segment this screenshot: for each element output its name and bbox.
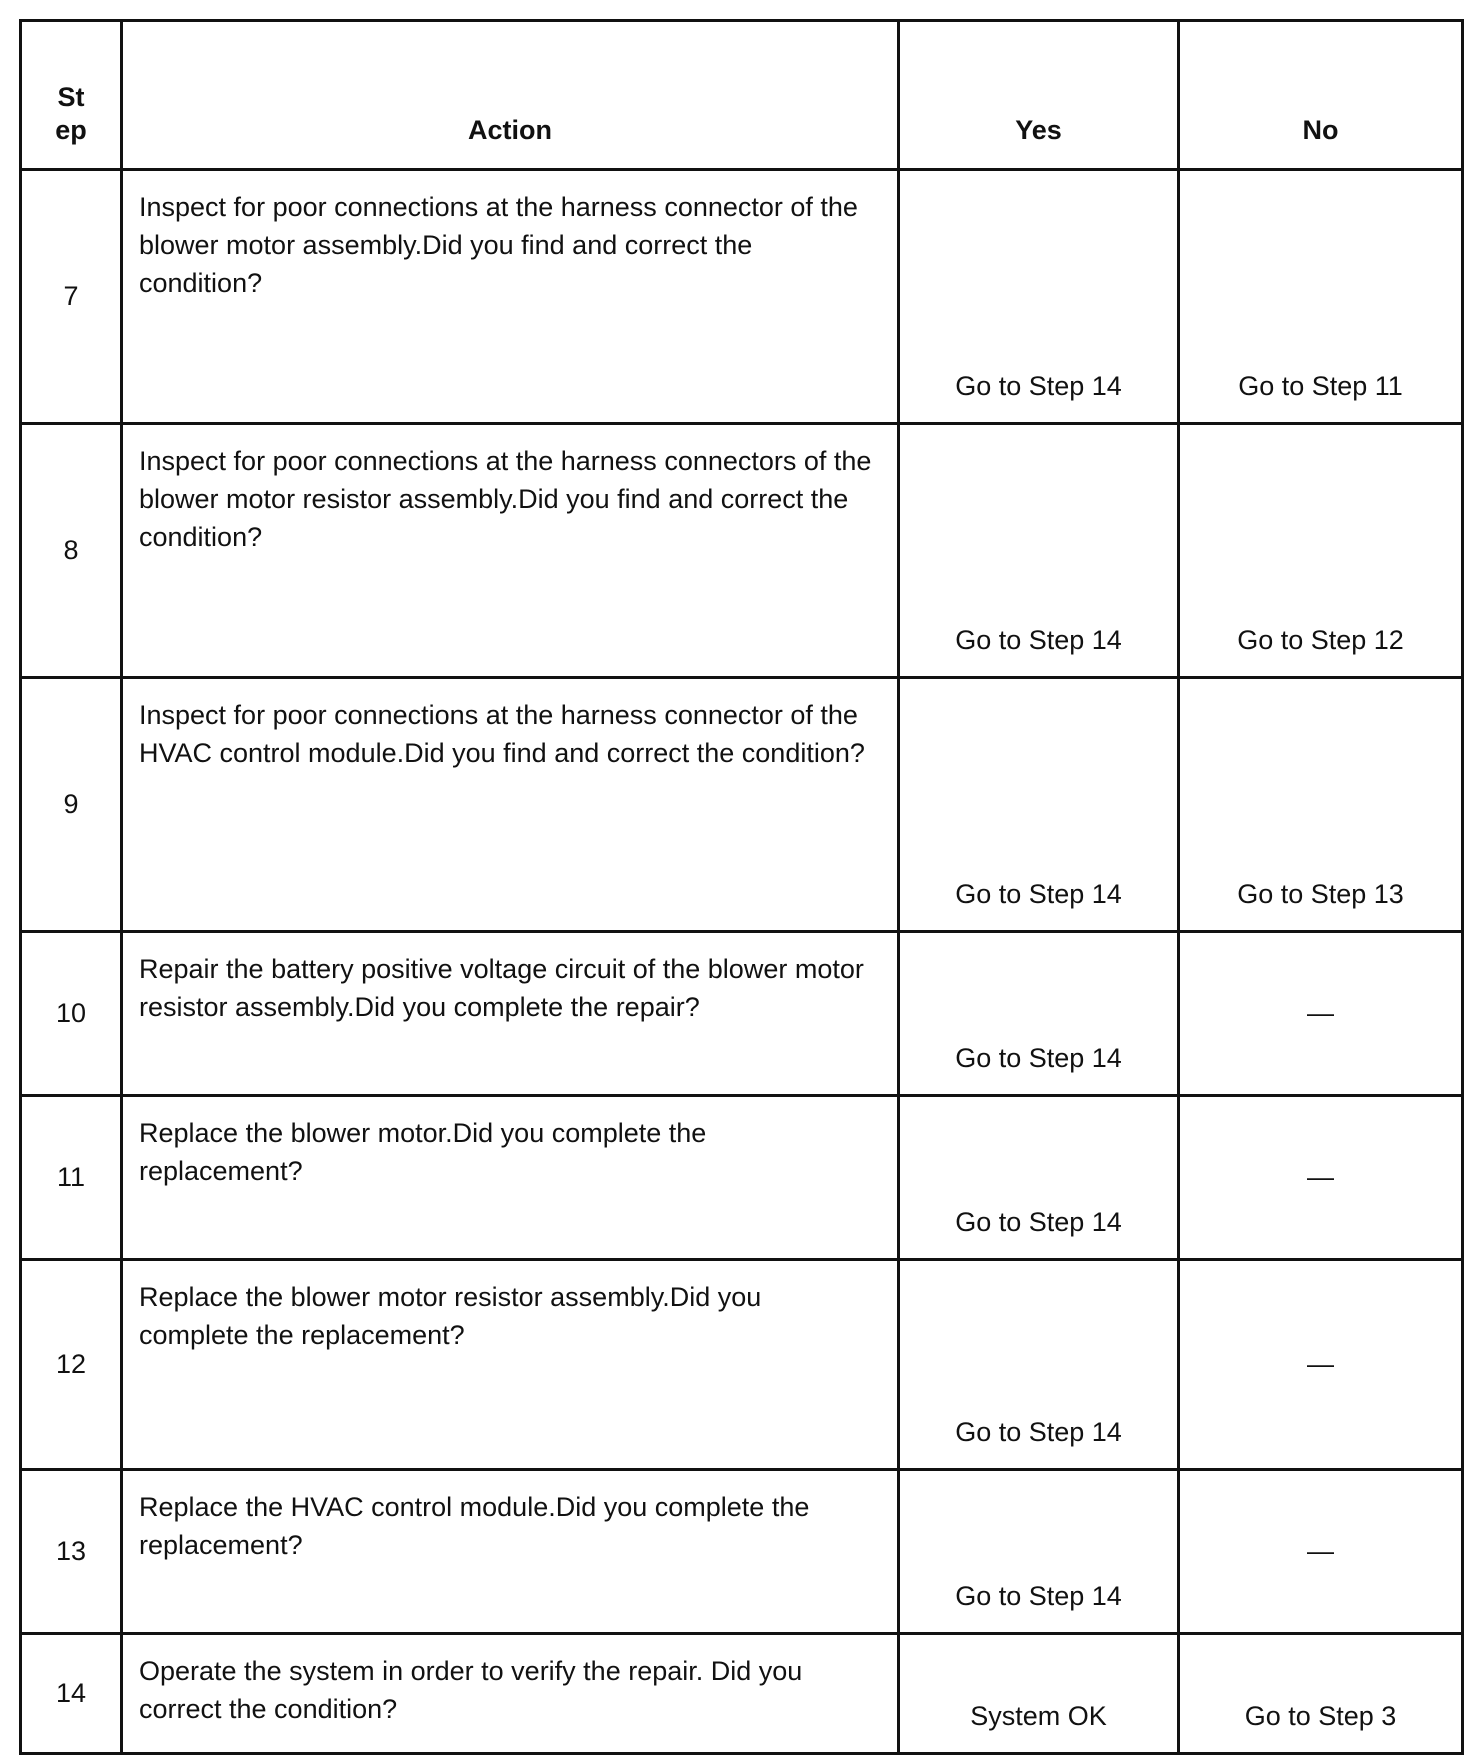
no-result: Go to Step 11 <box>1179 170 1463 424</box>
step-number: 14 <box>21 1634 122 1754</box>
table-row <box>21 678 1463 932</box>
action-text: Operate the system in order to verify the repair. Did you correct the condition? <box>122 1634 899 1754</box>
header-action: Action <box>122 21 899 170</box>
yes-result: Go to Step 14 <box>899 424 1179 678</box>
no-result: Go to Step 13 <box>1179 678 1463 932</box>
yes-result: Go to Step 14 <box>899 1096 1179 1260</box>
no-result: — <box>1179 1260 1463 1470</box>
step-number: 8 <box>21 424 122 678</box>
yes-result: Go to Step 14 <box>899 932 1179 1096</box>
header-no: No <box>1179 21 1463 170</box>
no-result: — <box>1179 932 1463 1096</box>
no-result: — <box>1179 1470 1463 1634</box>
no-result: — <box>1179 1096 1463 1260</box>
step-number: 9 <box>21 678 122 932</box>
action-text: Replace the blower motor resistor assembly.Did you complete the replacement? <box>122 1260 899 1470</box>
action-text: Inspect for poor connections at the harness connector of the blower motor assembly.Did you find and correct the condition? <box>122 170 899 424</box>
header-yes: Yes <box>899 21 1179 170</box>
action-text: Replace the blower motor.Did you complete the replacement? <box>122 1096 899 1260</box>
yes-result: Go to Step 14 <box>899 1470 1179 1634</box>
action-text: Inspect for poor connections at the harness connectors of the blower motor resistor assembly.Did you find and correct the condition? <box>122 424 899 678</box>
step-number: 12 <box>21 1260 122 1470</box>
table-row <box>21 1470 1463 1634</box>
table-row <box>21 424 1463 678</box>
yes-result: Go to Step 14 <box>899 1260 1179 1470</box>
table-header-row <box>21 21 1463 170</box>
header-step-line2: ep <box>55 115 87 146</box>
table-row <box>21 1260 1463 1470</box>
step-number: 7 <box>21 170 122 424</box>
table-row <box>21 1096 1463 1260</box>
no-result: Go to Step 12 <box>1179 424 1463 678</box>
step-number: 11 <box>21 1096 122 1260</box>
table-row <box>21 170 1463 424</box>
no-result: Go to Step 3 <box>1179 1634 1463 1754</box>
action-text: Inspect for poor connections at the harness connector of the HVAC control module.Did you find and correct the condition? <box>122 678 899 932</box>
table-row <box>21 932 1463 1096</box>
step-number: 10 <box>21 932 122 1096</box>
diagnostic-table <box>19 19 1464 1755</box>
table-row <box>21 1634 1463 1754</box>
action-text: Repair the battery positive voltage circuit of the blower motor resistor assembly.Did you complete the repair? <box>122 932 899 1096</box>
step-number: 13 <box>21 1470 122 1634</box>
yes-result: Go to Step 14 <box>899 678 1179 932</box>
action-text: Replace the HVAC control module.Did you complete the replacement? <box>122 1470 899 1634</box>
header-step <box>21 21 122 170</box>
header-step-line1: St <box>57 81 85 112</box>
yes-result: System OK <box>899 1634 1179 1754</box>
yes-result: Go to Step 14 <box>899 170 1179 424</box>
